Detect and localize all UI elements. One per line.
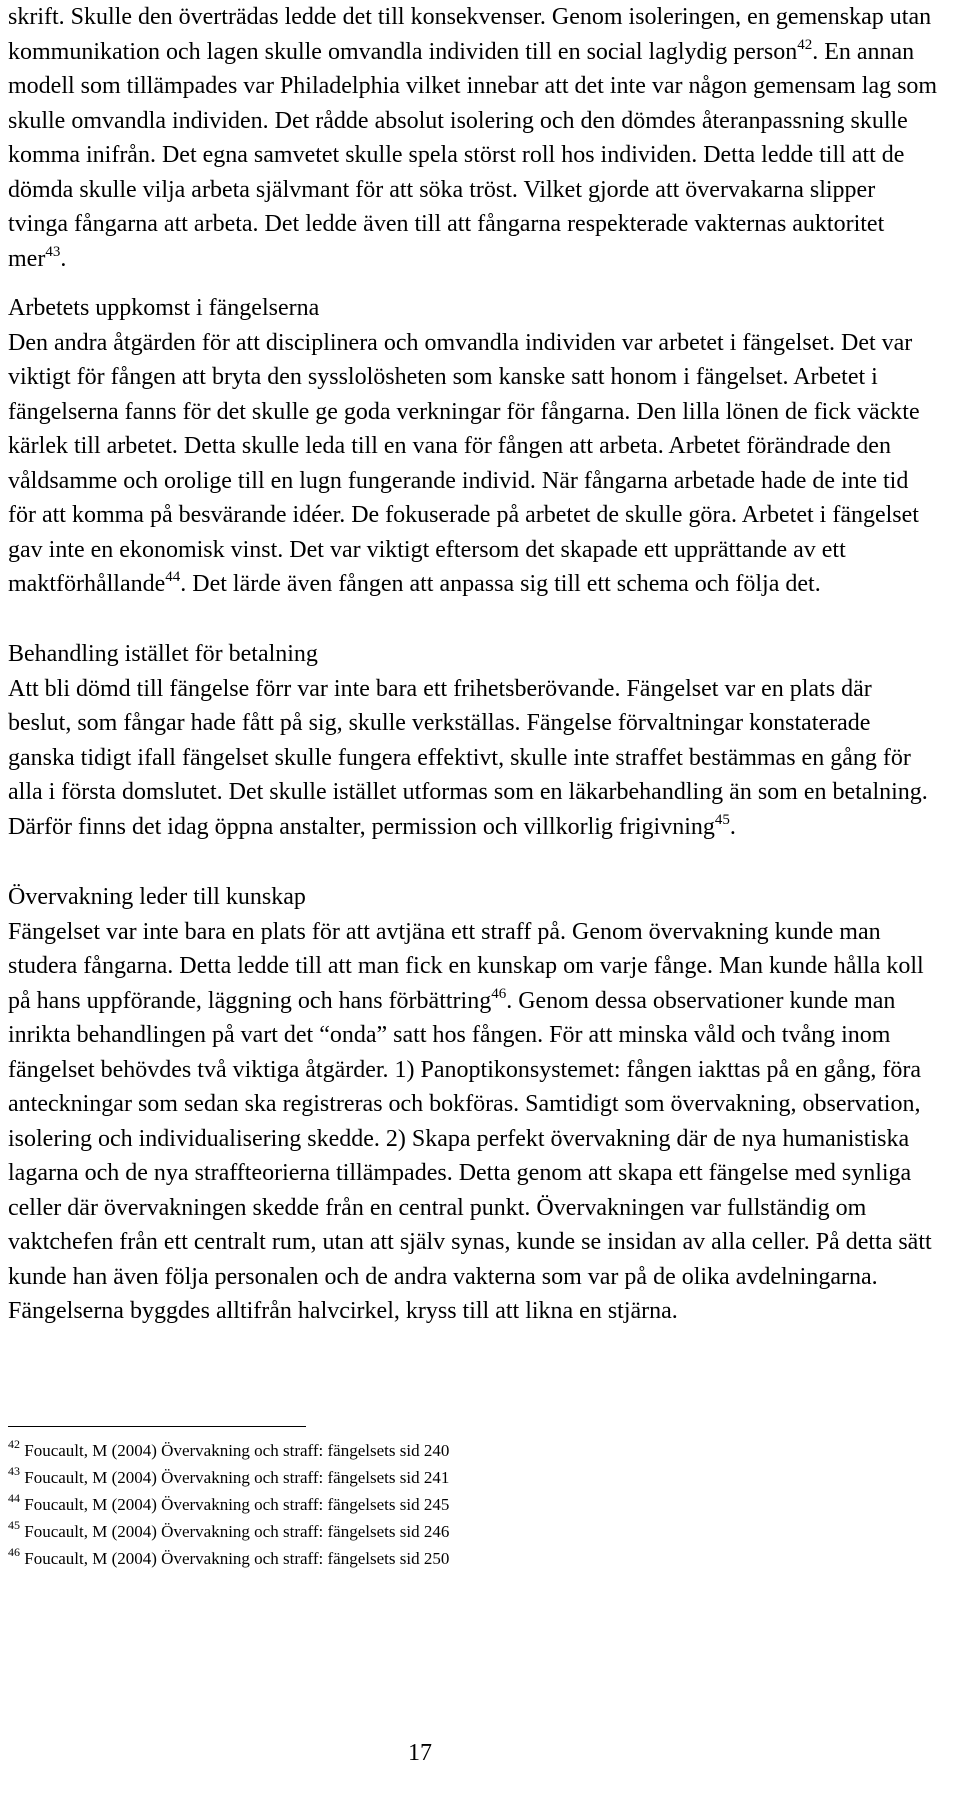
intro-text-3: . <box>60 245 67 272</box>
intro-paragraph <box>8 0 938 276</box>
footnote-ref-44: 44 <box>165 569 181 585</box>
overvakning-section <box>8 880 938 1329</box>
behandling-text-2: . <box>729 813 736 840</box>
behandling-paragraph <box>8 672 938 845</box>
footnote-number: 46 <box>8 1545 20 1559</box>
footnote-ref-46: 46 <box>491 985 507 1002</box>
footnote-number: 45 <box>8 1518 20 1532</box>
footnote-ref-42: 42 <box>797 36 813 53</box>
footnote-42 <box>8 1437 908 1464</box>
behandling-section <box>8 637 938 844</box>
footnote-45 <box>8 1518 908 1545</box>
behandling-text-1: Att bli dömd till fängelse förr var inte bara ett frihetsberövande. Fängelset var en plats där beslut, som fångar hade fått på sig, skulle verkställas. Fängelse förvaltningar konstaterade ganska tidigt ifall fängelset skulle fungera effektivt, skulle inte straffet bestämmas en gång för alla i första domslutet. Det skulle istället utformas som en läkarbehandling än som en betalning. Därför finns det idag öppna anstalter, permission och villkorlig frigivning <box>8 675 928 840</box>
footnote-text: Foucault, M (2004) Övervakning och straff: fängelsets sid 240 <box>24 1441 450 1460</box>
arbetet-section <box>8 291 938 602</box>
section-heading-behandling: Behandling istället för betalning <box>8 641 318 667</box>
intro-text-2: . En annan modell som tillämpades var Philadelphia vilket innebar att det inte var någon gemensam lag som skulle omvandla individen. Det rådde absolut isolering och den dömdes återanpassning skulle komma inifrån. Det egna samvetet skulle spela störst roll hos individen. Detta ledde till att de dömda skulle vilja arbeta självmant för att söka tröst. Vilket gjorde att övervakarna slipper tvinga fångarna att arbeta. Det ledde även till att fångarna respekterade vakternas auktoritet mer <box>8 38 938 272</box>
footnotes <box>8 1437 908 1572</box>
intro-text-1: skrift. Skulle den överträdas ledde det till konsekvenser. Genom isoleringen, en gemenskap utan kommunikation och lagen skulle omvandla individen till en social laglydig person <box>8 4 932 65</box>
footnote-separator <box>8 1426 306 1427</box>
arbetet-paragraph <box>8 326 938 602</box>
footnote-number: 43 <box>8 1464 20 1478</box>
footnote-46 <box>8 1545 908 1572</box>
footnote-text: Foucault, M (2004) Övervakning och straff: fängelsets sid 241 <box>24 1468 450 1487</box>
footnote-number: 44 <box>8 1491 20 1505</box>
footnote-43 <box>8 1464 908 1491</box>
footnote-44 <box>8 1491 908 1518</box>
overvakning-paragraph <box>8 915 938 1329</box>
overvakning-text-2: . Genom dessa observationer kunde man inrikta behandlingen på vart det “onda” satt hos fången. För att minska våld och tvång inom fängelset behövdes två viktiga åtgärder. 1) Panoptikonsystemet: fången iakttas på en gång, föra anteckningar som sedan ska registreras och bokföras. Samtidigt som övervakning, observation, isolering och individualisering skedde. 2) Skapa perfekt övervakning där de nya humanistiska lagarna och de nya straffteorierna tillämpades. Detta genom att skapa ett fängelse med synliga celler där övervakningen skedde från en central punkt. Övervakningen var fullständig om vaktchefen från ett centralt rum, utan att själv synas, kunde se insidan av alla celler. På detta sätt kunde han även följa personalen och de andra vakterna som var på de olika avdelningarna. Fängelserna byggdes alltifrån halvcirkel, kryss till att likna en stjärna. <box>8 987 932 1324</box>
arbetet-text-2: . Det lärde även fången att anpassa sig till ett schema och följa det. <box>180 571 821 597</box>
footnote-text: Foucault, M (2004) Övervakning och straff: fängelsets sid 246 <box>24 1522 450 1541</box>
page-number: 17 <box>408 1740 432 1766</box>
intro-section <box>8 0 938 276</box>
footnote-ref-43: 43 <box>45 243 61 260</box>
overvakning-text-1: Fängelset var inte bara en plats för att avtjäna ett straff på. Genom övervakning kunde man studera fångarna. Detta ledde till att man fick en kunskap om varje fånge. Man kunde hålla koll på hans uppförande, läggning och hans förbättring <box>8 918 924 1014</box>
footnote-text: Foucault, M (2004) Övervakning och straff: fängelsets sid 250 <box>24 1549 450 1568</box>
footnote-text: Foucault, M (2004) Övervakning och straff: fängelsets sid 245 <box>24 1495 450 1514</box>
footnote-number: 42 <box>8 1437 20 1451</box>
section-heading-arbetet: Arbetets uppkomst i fängelserna <box>8 295 320 321</box>
footnote-ref-45: 45 <box>714 811 730 828</box>
section-heading-overvakning: Övervakning leder till kunskap <box>8 884 306 910</box>
arbetet-text-1: Den andra åtgärden för att disciplinera och omvandla individen var arbetet i fängelset. Det var viktigt för fången att bryta den sysslolösheten som kanske satt honom i fängelset. Arbetet i fängelserna fanns för det skulle ge goda verkningar för fångarna. Den lilla lönen de fick väckte kärlek till arbetet. Detta skulle leda till en vana för fången att arbeta. Arbetet förändrade den våldsamme och orolige till en lugn fungerande individ. När fångarna arbetade hade de inte tid för att komma på besvärande idéer. De fokuserade på arbetet de skulle göra. Arbetet i fängelset gav inte en ekonomisk vinst. Det var viktigt eftersom det skapade ett upprättande av ett maktförhållande <box>8 329 920 597</box>
